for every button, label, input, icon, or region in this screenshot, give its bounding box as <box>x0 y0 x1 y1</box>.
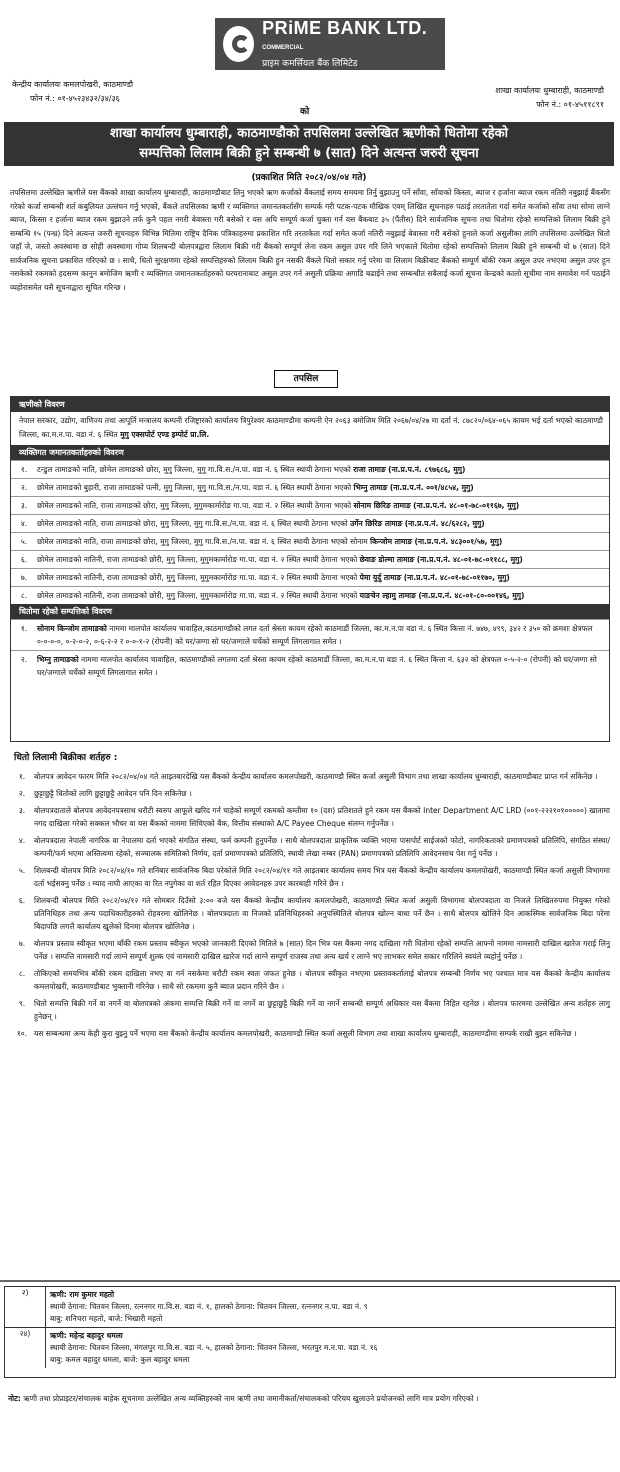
guarantor-text <box>37 481 605 494</box>
borrower-entry <box>5 1327 615 1368</box>
guarantor-number: ६. <box>20 555 28 564</box>
guarantor-item <box>11 478 609 496</box>
guarantor-description: छोमेल तामाङको नाति, राजा तामाङको छोरा, मुगु जिल्ला, मुगु गा.वि.स./न.पा. वडा नं. ६ स्थित स्थायी ठेगाना भएको सोनाम <box>37 537 368 546</box>
guarantor-description: छोमेल तामाङको नातिनी, राजा तामाङको छोरी, मुगु जिल्ला, मुगुमकार्मारोङ गा.पा. वडा नं. २ स्थित स्थायी ठेगाना भएको <box>37 555 358 564</box>
condition-number: १. <box>18 772 26 781</box>
guarantor-number: ८. <box>20 591 28 600</box>
guarantor-number: २. <box>20 483 28 492</box>
collateral-description: नाममा मालपोत कार्यालय चावाहिल,काठमाण्डौको लगत दर्ता श्रेस्ता कायम रहेको काठमाडौं जिल्ला, का.म.न.पा वडा नं. ६ स्थित कित्ता नं. ७४७, ४९९, ३४२ र ३५० को क्रमशः क्षेत्रफल ०-०-०-०, ०-२-०-२, ०-६-२-२ र ०-०-१-२ (रोपनी) को घर/जग्गा सो घर/जग्गाले चर्चेको सम्पूर्ण लिगलागात समेत । <box>37 624 593 646</box>
collateral-owner: भिम्नु तामाङको <box>37 655 79 664</box>
condition-text: शिलबन्दी बोलपत्र मिति २०८२/०४/१२ गते सोमबार दिउँसो ३:०० बजे यस बैंकको केन्द्रीय कार्यालय कमलपोखरी, काठमाण्डौ स्थित कर्जा असुली विभागमा बोलपत्रदाता वा निजले लिखितरुपमा नियुक्त गरेको प्रतिनिधिहरु तथा अन्य पदाधिकारीहरुको रोहवरमा खोलिनेछ । बोलपत्रदाता वा निजको प्रतिनिधिहरुको अनुपस्थितिले बोलपत्र खोल्न बाधा पर्ने छैन । साथै बोलपत्र खोलिने दिन आकस्मिक सार्वजनिक बिदा परेमा बिदापछि लगत्तै कार्यालय खुलेको दिनमा बोलपत्र खोलिनेछ । <box>34 896 610 931</box>
borrower-entry-number: २४) <box>5 1328 46 1368</box>
collateral-heading: धितोमा रहेको सम्पत्तिको विवरण <box>11 604 609 619</box>
guarantor-list <box>11 460 609 604</box>
guarantor-name: पेमा युर्दु तामाङ <box>359 573 402 582</box>
guarantor-number: ३. <box>20 501 28 510</box>
guarantor-id: (ना.प्र.प.नं. ४८-०१-८०-००१४६, मुगु) <box>418 591 525 600</box>
condition-number: ९. <box>18 999 26 1008</box>
notice-title-banner: शाखा कार्यालय धुम्बाराही, काठमाण्डौको तपसिलमा उल्लेखित ऋणीको धितोमा रहेको सम्पत्तिको लिलाम बिक्री हुने सम्बन्धी ७ (सात) दिने अत्यन्त जरुरी सूचना <box>4 122 614 166</box>
page-separator <box>0 1280 620 1282</box>
guarantor-name: उर्गेन छिरिङ तामाङ <box>350 519 403 528</box>
condition-text: बोलपत्रदाताले बोलपत्र आवेदनपत्रसाथ धरौटी स्वरुप आफूले खरिद गर्न चाहेको सम्पूर्ण रकमको कम्तीमा १० (दश) प्रतिशतले हुने रकम यस बैंकको Inter Department A/C LRD (००१-२२२१०१०००००) खातामा नगद दाखिला गरेको सक्कल भौचर वा यस बैंकको नाममा सिचिएको बैंक, वित्तीय संस्थाको A/C Payee Cheque संलग्न गर्नुपर्नेछ । <box>34 806 610 828</box>
address-connector: को <box>300 107 310 117</box>
condition-number: २. <box>18 789 26 798</box>
guarantor-id: (ना.प्र.प.नं. ००१/४८५४, मुगु) <box>389 483 474 492</box>
guarantor-id: (ना.प्र.प.नं. ८९७६८६, मुगु) <box>388 465 466 474</box>
bank-logo <box>215 18 445 70</box>
collateral-list <box>11 619 609 681</box>
condition-text: शिलबन्दी बोलपत्र मिति २०८२/०४/१० गते शनिबार सार्वजनिक बिदा परेकोले मिति २०८२/०४/११ गते आइतबार कार्यालय समय भित्र यस बैंकको केन्द्रीय कार्यालय कमलपोखरी, काठमाण्डौ स्थित कर्जा असुली विभागमा दर्ता भईसक्नु पर्नेछ । म्याद नाघी आएका वा रित नपुगेका वा शर्त रहित दिएका आवेदनहरु उपर कारबाही गरिने छैन । <box>34 866 610 888</box>
condition-number: ५. <box>18 866 26 875</box>
guarantor-item <box>11 586 609 604</box>
condition-item <box>10 804 610 830</box>
borrower-details: नेपाल सरकार, उद्योग, वाणिज्य तथा आपूर्ति मन्त्रालय कम्पनी रजिष्ट्रारको कार्यालय त्रिपुरेश्वर काठमाण्डौमा कम्पनी ऐन २०६३ बमोजिम मिति २०६७/०४/२७ मा दर्ता नं. ८७८२०/०६४-०६५ कायम भई दर्ता भएको काठमाण्डौ जिल्ला, का.म.न.पा. वडा नं. ६ स्थित मुगु एक्सपोर्ट एण्ड इम्पोर्ट प्रा.लि. <box>19 416 603 439</box>
guarantor-description: छोमेल तामाङको नाति, राजा तामाङको छोरा, मुगु जिल्ला, मुगुमकार्मारोङ गा.पा. वडा नं. २ स्थित स्थायी ठेगाना भएको <box>37 501 352 510</box>
condition-number: ७. <box>18 939 26 948</box>
borrower-entry-number: २) <box>5 1287 46 1327</box>
guarantor-text <box>37 499 605 512</box>
details-box <box>10 396 610 742</box>
borrower-entry-line: ऋणी: राम कुमार महतो <box>50 1290 115 1299</box>
guarantor-number: ४. <box>20 519 28 528</box>
borrower-name: मुगु एक्सपोर्ट एण्ड इम्पोर्ट प्रा.लि. <box>120 429 210 439</box>
guarantor-id: (ना.प्र.प.नं. ४८३००१/५७, मुगु) <box>414 537 503 546</box>
guarantors-heading: व्यक्तिगत जमानतकर्ताहरुको विवरण <box>11 445 609 460</box>
guarantor-item <box>11 514 609 532</box>
condition-text: बोलपत्रदाता नेपाली नागरिक वा नेपालमा दर्ता भएको संगठित संस्था, फर्म कम्पनी हुनुपर्नेछ । साथै बोलपत्रदाता प्राकृतिक व्यक्ति भएमा पासपोर्ट साईजको फोटो, नागरिकताको प्रमाणपत्रको प्रतिलिपि, संगठित संस्था/कम्पनी/फर्म भएमा अस्तित्वमा रहेको, सञ्चालक समितिको निर्णय, दर्ता प्रमाणपत्रको प्रतिलिपि, स्थायी लेखा नम्बर (PAN) प्रमाणपत्रको प्रतिलिपि आवेदनसाथ पेश गर्नु पर्नेछ । <box>34 836 610 858</box>
condition-item <box>10 997 610 1023</box>
guarantor-description: छोमेल तामाङको नाति, राजा तामाङको छोरा, मुगु जिल्ला, मुगु गा.वि.स./न.पा. वडा नं. ६ स्थित स्थायी ठेगाना भएको <box>37 519 348 528</box>
bank-name-np: प्राइम कमर्सियल बैंक लिमिटेड <box>262 58 358 69</box>
intro-paragraph: तपसिलमा उल्लेखित ऋणीले यस बैंकको शाखा कार्यालय धुम्बाराही, काठमाण्डौबाट लिनु भएको ऋण कर्जाको बैंकलाई समय समयमा तिर्नु बुझाउनु पर्ने साँवा, साँवाको किस्ता, ब्याज र हर्जाना ब्याज रकम नतिरी नबुझाई बैंकसँग गरेको कर्जा सम्बन्धी शर्त कबुलियत उल्लंघन गर्नु भएको, बैंकले तपसिलका ऋणी र व्यक्तिगत जमानतकर्तासँग सम्पर्क गरी पटक-पटक मौखिक एवम् लिखित सूचनाहरु पठाई तरतातेता गर्दा समेत कर्जाको साँवा तथा सोमा लाग्ने ब्याज, किस्ता र हर्जाना ब्याज रकम बुझाउने तर्फ कुनै पहल नगरी बेवास्ता गरी बसेको र यस अघि सम्पूर्ण कर्जा चुक्ता गर्न यस बैंकबाट ३५ (पैंतीस) दिने सार्वजनिक सूचना तथा धितोमा रहेको सम्पत्तिको लिलाम बिक्री हुने सम्बन्धि १५ (पन्ध्र) दिने अत्यन्त जरुरी सूचनाहरु विभिन्न मितिमा राष्ट्रिय दैनिक पत्रिकाहरुमा प्रकाशित गरि तरताकेता गर्दा समेत कर्जा नतिरी नबुझाई बेवास्ता गरी बसेको हुनाले कर्जा असुलीका लागि तपसिलमा उल्लेखित धितो जहाँ जे, जस्तो अवस्थामा छ सोही अवस्थामा गोप्य शिलबन्दी बोलपत्रद्वारा लिलाम बिक्री गरी बैंकको सम्पूर्ण लेना रकम असुल उपर गरि लिने भएकाले धितोमा रहेको सम्पत्तिको लिलाम बिक्री हुने सम्बन्धी यो ७ (सात) दिने सार्वजनिक सूचना प्रकाशित गरिएको छ । साथै, धितो सुरक्षणमा रहेको सम्पत्तिहरुको लिलाम बिक्री हुन नसकी बैंकले धितो सकार गर्नु परेमा वा लिलाम बिक्रीबाट बैंकको सम्पूर्ण बाँकी रकम असुल उपर नभएमा असुल उपर हुन नसकेको रकमको हदसम्म कानुन बमोजिम ऋणी र व्यक्तिगत जमानतकर्ताहरुको घरघरानाबाट असुल उपर गर्न असुली प्रक्रिया अगाडि बढाईने तथा सम्बन्धीत सबैलाई कर्जा सूचना केन्द्रको कालो सूचीमा नाम समावेश गर्न पठाईने व्यहोरासमेत यसै सूचनाद्वारा सूचित गरिन्छ । <box>10 188 610 292</box>
condition-number: ८. <box>18 969 26 978</box>
guarantor-text <box>37 463 605 476</box>
guarantor-description: छोमेल तामाङको बुहारी, राजा तामाङको पत्नी, मुगु जिल्ला, मुगु गा.वि.स./न.पा. वडा नं. ६ स्थित स्थायी ठेगाना भएको <box>37 483 352 492</box>
condition-item <box>10 894 610 933</box>
bank-name-en: PRiME BANK LTD. $^{COMMERCIAL}$ <box>262 17 428 51</box>
bank-logo-text <box>262 18 445 71</box>
guarantor-item <box>11 496 609 514</box>
collateral-text <box>37 653 605 679</box>
borrower-entry-line: स्थायी ठेगाना: चितवन जिल्ला, मंगलपुर गा.वि.स. वडा नं. ५, हालको ठेगाना: चितवन जिल्ला, भरतपुर म.न.पा. वडा नं. १६ <box>50 1343 378 1352</box>
bank-logo-mark-icon <box>223 26 254 62</box>
borrower-entry-line: बाबु: कमल बहादुर धमला, बाजे: कुल बहादुर धमला <box>50 1355 190 1364</box>
guarantor-name: याङचेन ल्हामु तामाङ <box>359 591 416 600</box>
borrower-entry <box>5 1287 615 1327</box>
condition-item <box>10 770 610 783</box>
guarantor-text <box>37 535 605 548</box>
condition-item <box>10 787 610 800</box>
guarantor-description: छोमेल तामाङको नातिनी, राजा तामाङको छोरी, मुगु जिल्ला, मुगुमकार्मारोङ गा.पा. वडा नं. २ स्थित स्थायी ठेगाना भएको <box>37 591 358 600</box>
guarantor-id: (ना.प्र.प.नं. ४८-०१-७८-०११६७, मुगु) <box>413 501 520 510</box>
condition-item <box>10 967 610 993</box>
condition-text: तोकिएको समयभित्र बाँकी रकम दाखिला नभए वा गर्न नसकेमा धरौटी रकम स्वतः जफत हुनेछ । बोलपत्र स्वीकृत नभएमा प्रस्तावकर्तालाई बोलपत्र सम्बन्धी निर्णय भए पश्चात मात्र यस बैंकको केन्द्रीय कार्यालय कमलपोखरी, काठमाण्डौबाट भुक्तानी गरिनेछ । साथै सो रकममा कुनै ब्याज प्रदान गरिने छैन । <box>34 969 610 991</box>
guarantor-item <box>11 550 609 568</box>
guarantor-name: भिम्नु तामाङ <box>353 483 388 492</box>
guarantor-name: राजा तामाङ <box>353 465 386 474</box>
condition-item <box>10 1027 610 1040</box>
guarantor-id: (ना.प्र.प.नं. ४८/६२८२, मुगु) <box>404 519 485 528</box>
central-office-address: केन्द्रीय कार्यालयः कमलपोखरी, काठमाण्डौ फोन नं.: ०१-४५२३४३२/३४/३६ <box>12 80 134 103</box>
condition-text: बोलपत्र प्रस्ताव स्वीकृत भएमा बाँकी रकम प्रस्ताव स्वीकृत भएको जानकारी दिएको मितिले ७ (सात) दिन भित्र यस बैंकमा नगद दाखिला गरी धितोमा रहेको सम्पत्ति आफ्नो नाममा नामसारी दाखिल खारेज गराई लिनु पर्नेछ । सम्पत्ति नामसारी गर्दा लाग्ने सम्पूर्ण शुल्क एवं नामसारी दाखिल खारेज गर्दा लाग्ने सम्पूर्ण राजस्व तथा अन्य खर्च र लाग्ने भए लाभकर समेत सकार गरिलिने स्वयंले व्यहोर्नु पर्नेछ । <box>34 939 610 961</box>
guarantor-number: ७. <box>20 573 28 582</box>
borrower-entry-line: स्थायी ठेगाना: चितवन जिल्ला, रत्ननगर गा.वि.स. वडा नं. १, हालको ठेगाना: चितवन जिल्ला, रत्ननगर न.पा. वडा नं. ९ <box>50 1302 368 1311</box>
guarantor-name: किन्जोम तामाङ <box>370 537 413 546</box>
collateral-owner: सोनाम किन्जोम तामाङको <box>37 624 107 633</box>
conditions-title: धितो लिलामी बिक्रीका शर्तहरु : <box>14 753 118 763</box>
borrower-entry-details <box>46 1328 615 1368</box>
guarantor-item <box>11 568 609 586</box>
auction-notice <box>4 4 614 1274</box>
guarantor-id: (ना.प्र.प.नं. ४८-०१-७८-०११८८, मुगु) <box>416 555 523 564</box>
condition-item <box>10 937 610 963</box>
guarantor-item <box>11 460 609 478</box>
guarantor-name: सोनाम छिरिङ तामाङ <box>353 501 411 510</box>
guarantor-number: १. <box>20 465 28 474</box>
guarantor-description: टन्डुल तामाङको नाति, छोमेल तामाङको छोरा, मुगु जिल्ला, मुगु गा.वि.स./न.पा. वडा नं. ६ स्थित स्थायी ठेगाना भएको <box>37 465 351 474</box>
guarantor-text <box>37 553 605 566</box>
guarantor-description: छोमेल तामाङको नातिनी, राजा तामाङको छोरी, मुगु जिल्ला, मुगुमकार्मारोङ गा.पा. वडा नं. २ स्थित स्थायी ठेगाना भएको <box>37 573 358 582</box>
guarantor-text <box>37 517 605 530</box>
guarantor-number: ५. <box>20 537 28 546</box>
borrower-entry-line: बाबु: शनिचरा महतो, बाजे: भिखारी महतो <box>50 1314 163 1323</box>
collateral-description: नाममा मालपोत कार्यालय चावाहिल, काठमाण्डौको लगतमा दर्ता श्रेस्ता कायम रहेको काठमाडौं जिल्ला, का.म.न.पा वडा नं. ६ स्थित कित्ता नं. ६३२ को क्षेत्रफल ०-५-२-० (रोपनी) को घर/जग्गा सो घर/जग्गाले चर्चेको सम्पूर्ण लिगलागात समेत । <box>37 655 597 677</box>
guarantor-id: (ना.प्र.प.नं. ४८-०१-७८-०११७०, मुगु) <box>403 573 510 582</box>
conditions-list <box>10 770 610 1044</box>
condition-item <box>10 864 610 890</box>
condition-number: ६. <box>18 896 26 905</box>
guarantor-text <box>37 571 605 584</box>
borrower-entry-details <box>46 1287 615 1327</box>
condition-item <box>10 834 610 860</box>
condition-text: छुट्टाछुट्टै धितोको लागि छुट्टाछुट्टै आवेदन पनि दिन सकिनेछ । <box>34 789 192 798</box>
publication-date: (प्रकाशित मिति २०८२/०४/०४ गते) <box>251 173 367 183</box>
collateral-number: २. <box>20 655 28 664</box>
guarantor-name: छेवाङ डोल्मा तामाङ <box>359 555 415 564</box>
guarantor-item <box>11 532 609 550</box>
guarantor-text <box>37 589 605 602</box>
collateral-item <box>11 619 609 650</box>
condition-number: ४. <box>18 836 26 845</box>
collateral-number: १. <box>20 624 28 633</box>
borrower-entry-line: ऋणी: महेन्द्र बहादुर धमला <box>50 1331 123 1340</box>
collateral-text <box>37 622 605 648</box>
branch-office-address: शाखा कार्यालयः धुम्बाराही, काठमाण्डौ फोन नं.: ०१-४५११८९१ <box>495 86 604 109</box>
condition-number: ३. <box>18 806 26 815</box>
schedule-label: तपसिल <box>274 370 338 388</box>
condition-number: १०. <box>16 1029 28 1038</box>
condition-text: धितो सम्पत्ति बिक्री गर्ने वा नगर्ने वा बोलपत्रको अंकमा सम्पत्ति बिक्री गर्ने वा नगर्ने वा छुट्टाछुट्टै बिक्री गर्ने वा नगर्ने सम्बन्धी सम्पूर्ण अधिकार यस बैंकमा निहित रहनेछ । बोलपत्र फारममा उल्लेखित अन्य शर्तहरु लागु हुनेछन् । <box>34 999 610 1021</box>
condition-text: बोलपत्र आवेदन फारम मिति २०८२/०४/०४ गते आइतबारदेखि यस बैंकको केन्द्रीय कार्यालय कमलपोखरी, काठमाण्डौ स्थित कर्जा असुली विभाग तथा शाखा कार्यालय धुम्बाराही, काठमाण्डौबाट प्राप्त गर्न सकिनेछ । <box>34 772 598 781</box>
borrower-heading: ऋणीको विवरण <box>11 397 609 412</box>
borrower-list-fragment <box>4 1286 616 1378</box>
footnote: नोट: ऋणी तथा प्रोप्राइटर/संचालक बाहेक सूचनामा उल्लेखित अन्य व्यक्तिहरुको नाम ऋणी तथा जमानीकर्ता/संचालकको परिचय खुलाउने प्रयोजनको लागि मात्र प्रयोग गरिएको । <box>8 1394 479 1403</box>
condition-text: यस सम्बन्धमा अन्य केही कुरा बुझ्नु पर्ने भएमा यस बैंकको केन्द्रीय कार्यालय कमलपोखरी, काठमाण्डौ स्थित कर्जा असुली विभाग तथा शाखा कार्यालय धुम्बाराही, काठमाण्डौमा सम्पर्क राखी बुझ्न सकिनेछ । <box>34 1029 577 1038</box>
collateral-item <box>11 650 609 681</box>
